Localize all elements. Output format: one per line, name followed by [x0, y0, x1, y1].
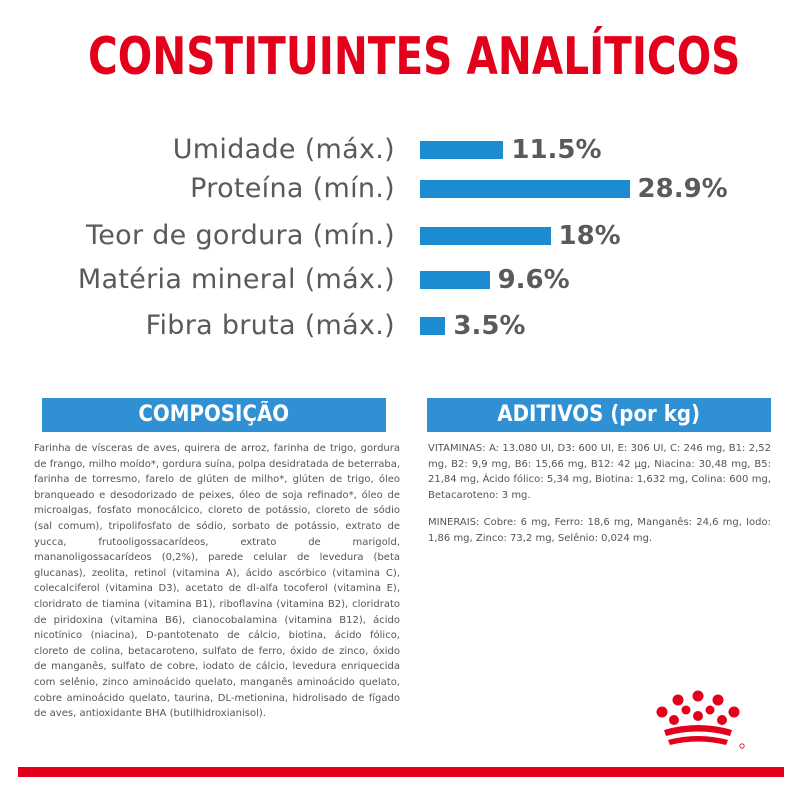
- value-label: 11.5%: [511, 135, 602, 165]
- additives-text: [428, 441, 771, 559]
- royal-canin-crown-icon: [648, 690, 748, 752]
- additives-header: [427, 398, 771, 432]
- value-label: 3.5%: [453, 311, 526, 341]
- chart-row-umidade: [0, 130, 800, 170]
- value-label: 28.9%: [637, 174, 728, 204]
- chart-row-materia-mineral: [0, 260, 800, 300]
- composition-title: COMPOSIÇÃO: [138, 402, 290, 427]
- composition-ingredients: Farinha de vísceras de aves, quirera de arroz, farinha de trigo, gordura de frango, milho moído*, gordura suína, polpa desidratada de beterraba, farinha de torresmo, farelo de glúten de milho*, glúten de trigo, óleo branqueado e desodorizado de peixes, óleo de soja refinado*, óleo de microalgas, fosfato monocálcico, cloreto de potássio, cloreto de sódio (sal comum), tripolifosfato de sódio, sorbato de potássio, extrato de yucca, frutooligossacarídeos, extrato de marigold, mananoligossacarídeos (0,2%), parede celular de levedura (beta glucanas), zeolita, retinol (vitamina A), ácido ascórbico (vitamina C), colecalciferol (vitamina D3), acetato de dl-alfa tocoferol (vitamina E), cloridrato de tiamina (vitamina B1), riboflavina (vitamina B2), cloridrato de piridoxina (vitamina B6), cianocobalamina (vitamina B12), ácido nicotínico (niacina), D-pantotenato de cálcio, biotina, ácido fólico, cloreto de colina, betacaroteno, sulfato de ferro, óxido de zinco, óxido de manganês, sulfato de cobre, iodato de cálcio, levedura enriquecida com selênio, zinco aminoácido quelato, manganês aminoácido quelato, cobre aminoácido quelato, taurina, DL-metionina, hidrolisado de fígado de aves, antioxidante BHA (butilhidroxianisol).: [34, 443, 400, 720]
- chart-row-fibra-bruta: [0, 306, 800, 346]
- bar: [420, 271, 490, 289]
- category-label: Fibra bruta (máx.): [145, 310, 395, 341]
- bar: [420, 141, 503, 159]
- minerals-paragraph: MINERAIS: Cobre: 6 mg, Ferro: 18,6 mg, Manganês: 24,6 mg, Iodo: 1,86 mg, Zinco: 73,2 mg, Selênio: 0,024 mg.: [428, 517, 771, 544]
- page-title: CONSTITUINTES ANALÍTICOS: [88, 27, 741, 87]
- value-label: 9.6%: [497, 265, 570, 295]
- chart-row-gordura: [0, 216, 800, 256]
- value-label: 18%: [558, 221, 621, 251]
- category-label: Teor de gordura (mín.): [86, 220, 395, 251]
- additives-title: ADITIVOS (por kg): [497, 402, 701, 427]
- bar: [420, 317, 445, 335]
- category-label: Proteína (mín.): [190, 173, 395, 204]
- composition-text: [34, 441, 400, 722]
- vitamins-paragraph: VITAMINAS: A: 13.080 UI, D3: 600 UI, E: 306 UI, C: 246 mg, B1: 2,52 mg, B2: 9,9 mg, B6: 15,66 mg, B12: 42 µg, Niacina: 30,48 mg, B5: 21,84 mg, Ácido fólico: 5,34 mg, Biotina: 1,632 mg, Colina: 600 mg, Betacaroteno: 3 mg.: [428, 443, 771, 501]
- bar: [420, 227, 551, 245]
- chart-row-proteina: [0, 169, 800, 209]
- footer-red-line: [18, 767, 784, 777]
- bar: [420, 180, 630, 198]
- category-label: Matéria mineral (máx.): [77, 264, 395, 295]
- composition-header: [42, 398, 386, 432]
- category-label: Umidade (máx.): [172, 134, 395, 165]
